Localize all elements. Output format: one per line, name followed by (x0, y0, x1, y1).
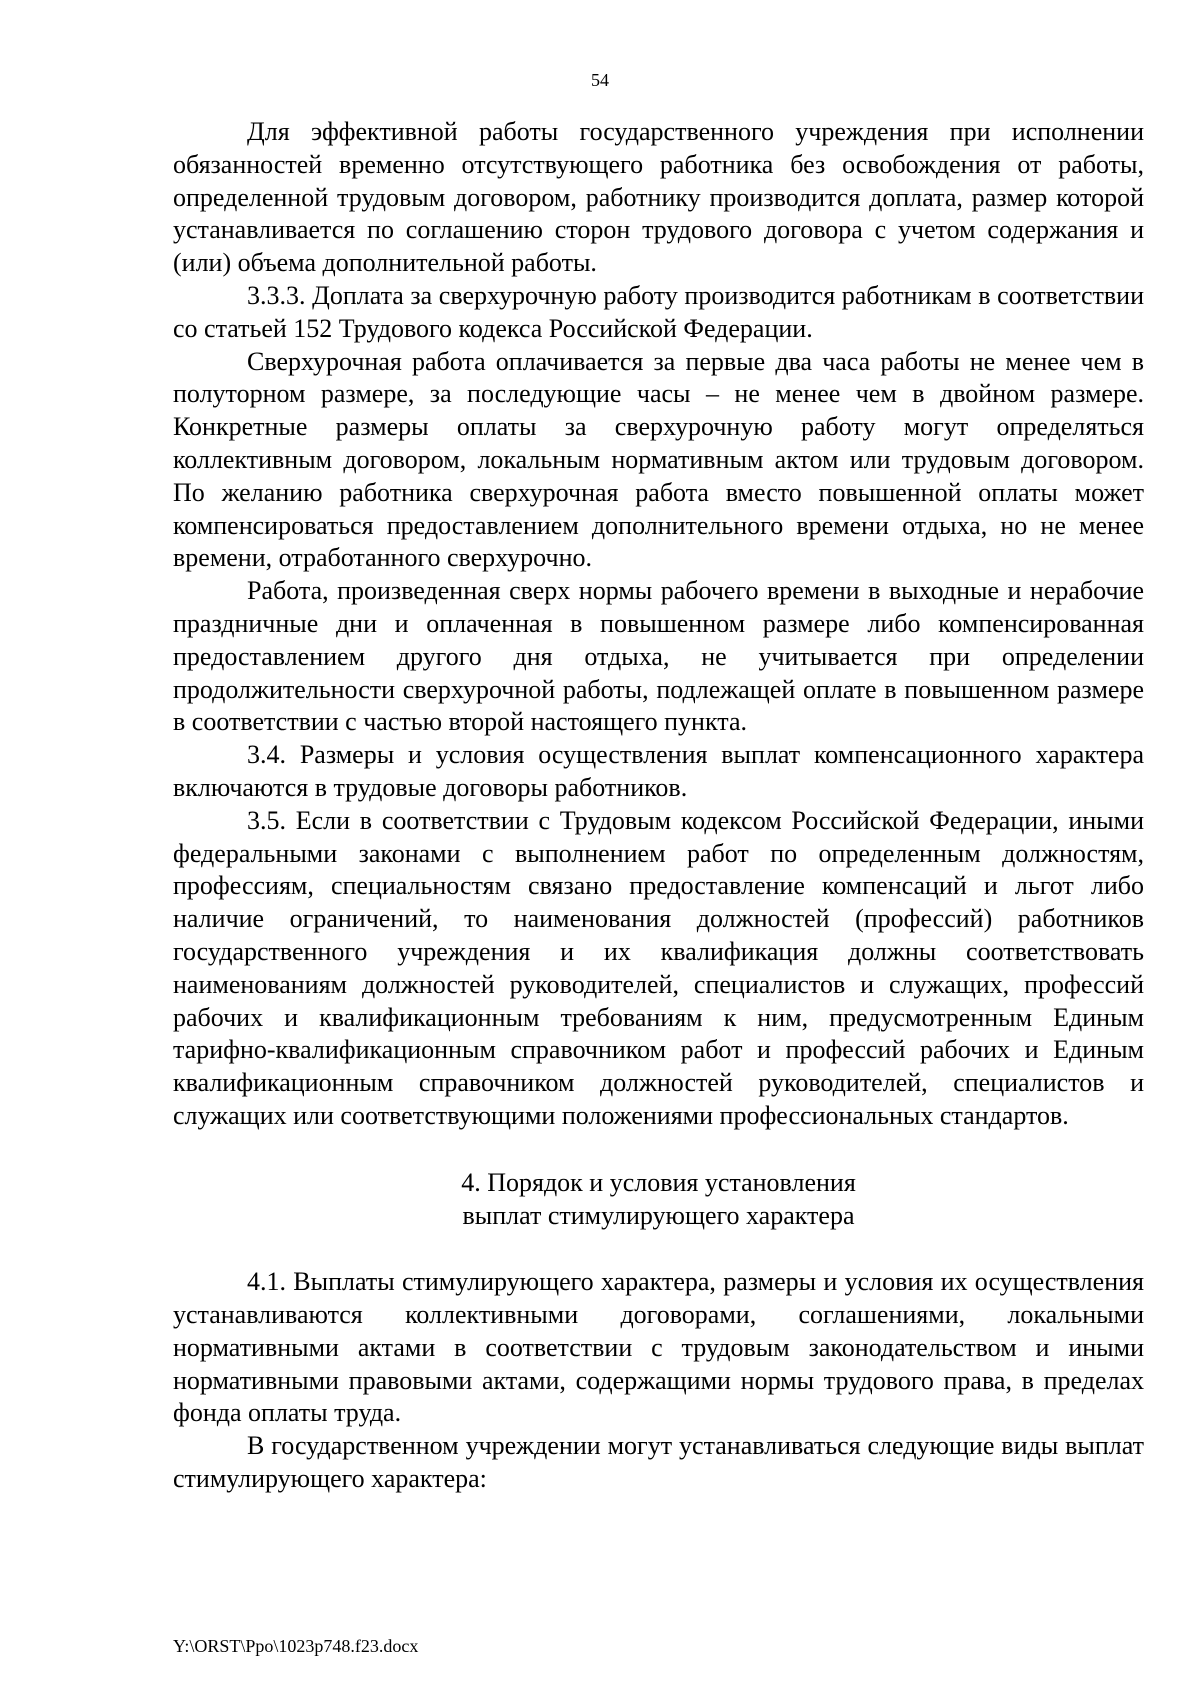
section-heading-line-2: выплат стимулирующего характера (462, 1200, 855, 1230)
section-heading (173, 1167, 1144, 1233)
page-number: 54 (591, 70, 609, 90)
paragraph-4-1: 4.1. Выплаты стимулирующего характера, размеры и условия их осуществления устанавливаются коллективными договорами, соглашениями, локальными нормативными актами в соответствии с трудовым законодательством и иными нормативными правовыми актами, содержащими нормы трудового права, в пределах фонда оплаты труда. (173, 1267, 1144, 1428)
paragraph-holiday-work: Работа, произведенная сверх нормы рабочего времени в выходные и нерабочие праздничные дни и оплаченная в повышенном размере либо компенсированная предоставлением другого дня отдыха, не учитывается при определении продолжительности сверхурочной работы, подлежащей оплате в повышенном размере в соответствии с частью второй настоящего пункта. (173, 576, 1144, 737)
paragraph-3-5: 3.5. Если в соответствии с Трудовым кодексом Российской Федерации, иными федеральными законами с выполнением работ по определенным должностям, профессиям, специальностям связано предоставление компенсаций и льгот либо наличие ограничений, то наименования должностей (профессий) работников государственного учреждения и их квалификация должны соответствовать наименованиям должностей руководителей, специалистов и служащих, профессий рабочих и квалификационным требованиям к ним, предусмотренным Единым тарифно-квалификационным справочником работ и профессий рабочих и Единым квалификационным справочником должностей руководителей, специалистов и служащих или соответствующими положениями профессиональных стандартов. (173, 805, 1144, 1130)
section-heading-line-1: 4. Порядок и условия установления (461, 1167, 856, 1197)
paragraph-overtime-rates: Сверхурочная работа оплачивается за первые два часа работы не менее чем в полуторном размере, за последующие часы – не менее чем в двойном размере. Конкретные размеры оплаты за сверхурочную работу могут определяться коллективным договором, локальным нормативным актом или трудовым договором. По желанию работника сверхурочная работа вместо повышенной оплаты может компенсироваться предоставлением дополнительного времени отдыха, но не менее времени, отработанного сверхурочно. (173, 346, 1144, 573)
paragraph-3-3-3: 3.3.3. Доплата за сверхурочную работу производится работникам в соответствии со статьей 152 Трудового кодекса Российской Федерации. (173, 280, 1144, 343)
paragraph-additional-work-payment: Для эффективной работы государственного учреждения при исполнении обязанностей временно отсутствующего работника без освобождения от работы, определенной трудовым договором, работнику производится доплата, размер которой устанавливается по соглашению сторон трудового договора с учетом содержания и (или) объема дополнительной работы. (173, 117, 1144, 278)
paragraph-incentive-types: В государственном учреждении могут устанавливаться следующие виды выплат стимулирующего характера: (173, 1431, 1144, 1494)
paragraph-3-4: 3.4. Размеры и условия осуществления выплат компенсационного характера включаются в трудовые договоры работников. (173, 740, 1144, 802)
document-body (173, 116, 1144, 1496)
footer-file-path: Y:\ORST\Ppo\1023p748.f23.docx (173, 1636, 419, 1656)
